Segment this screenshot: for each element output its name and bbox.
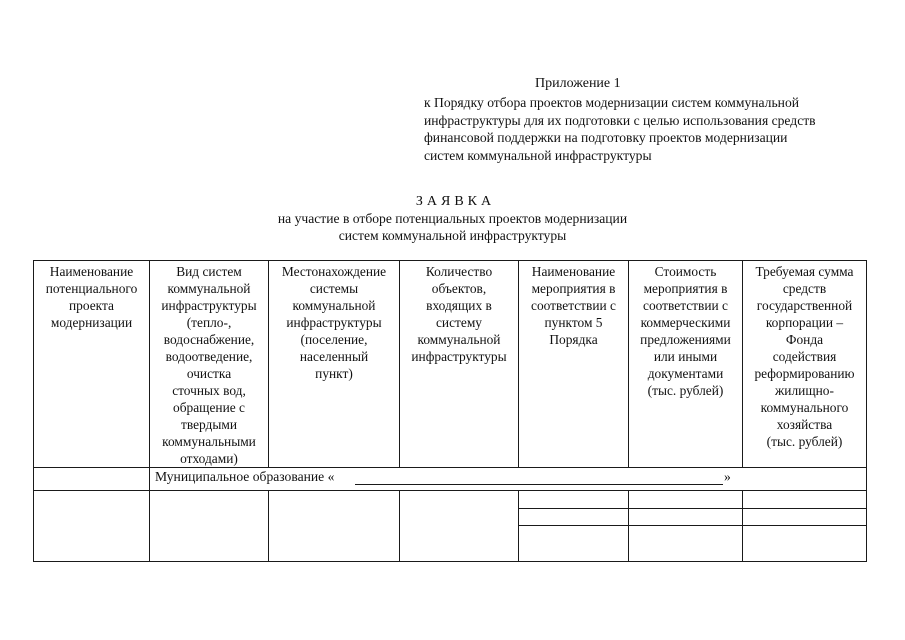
document-title: ЗАЯВКА	[415, 194, 496, 209]
table-subrow-divider	[518, 525, 867, 526]
annex-title: Приложение 1	[535, 76, 621, 91]
annex-line: инфраструктуры для их подготовки с целью использования средств	[424, 112, 816, 128]
column-divider	[628, 490, 629, 562]
header-measure-name: Наименование мероприятия в соответствии с пунктом 5 Порядка	[531, 264, 616, 347]
subtitle-line: систем коммунальной инфраструктуры	[338, 227, 567, 243]
header-measure-cost: Стоимость мероприятия в соответствии с коммерческими предложениями или иными документами (тыс. рублей)	[640, 264, 731, 398]
column-divider	[149, 490, 150, 562]
municipality-blank-line	[355, 484, 723, 485]
header-project-name: Наименование потенциального проекта модернизации	[45, 264, 138, 330]
header-system-location: Местонахождение системы коммунальной инфраструктуры (поселение, населенный пункт)	[281, 264, 387, 381]
document-subtitle	[0, 211, 905, 244]
annex-line: к Порядку отбора проектов модернизации систем коммунальной	[424, 95, 800, 110]
column-divider	[149, 467, 150, 491]
column-divider	[518, 490, 519, 562]
header-required-fund: Требуемая сумма средств государственной корпорации – Фонда содействия реформированию жилищно- коммунального хозяйства (тыс. рублей)	[754, 264, 855, 449]
annex-line: систем коммунальной инфраструктуры	[424, 147, 652, 163]
column-divider	[399, 490, 400, 562]
header-system-type: Вид систем коммунальной инфраструктуры (тепло-, водоснабжение, водоотведение, очистка сточных вод, обращение с твердыми коммунальными отходами)	[161, 264, 257, 466]
header-object-count: Количество объектов, входящих в систему коммунальной инфраструктуры	[411, 264, 507, 364]
table-subrow-divider	[518, 508, 867, 509]
column-divider	[742, 490, 743, 562]
annex-reference	[424, 94, 894, 164]
municipality-close-quote: »	[724, 469, 731, 484]
table-border-right	[866, 260, 867, 562]
column-divider	[268, 490, 269, 562]
annex-line: финансовой поддержки на подготовку проектов модернизации	[424, 130, 788, 145]
subtitle-line: на участие в отборе потенциальных проектов модернизации	[277, 211, 628, 226]
municipality-label: Муниципальное образование «	[155, 469, 335, 484]
